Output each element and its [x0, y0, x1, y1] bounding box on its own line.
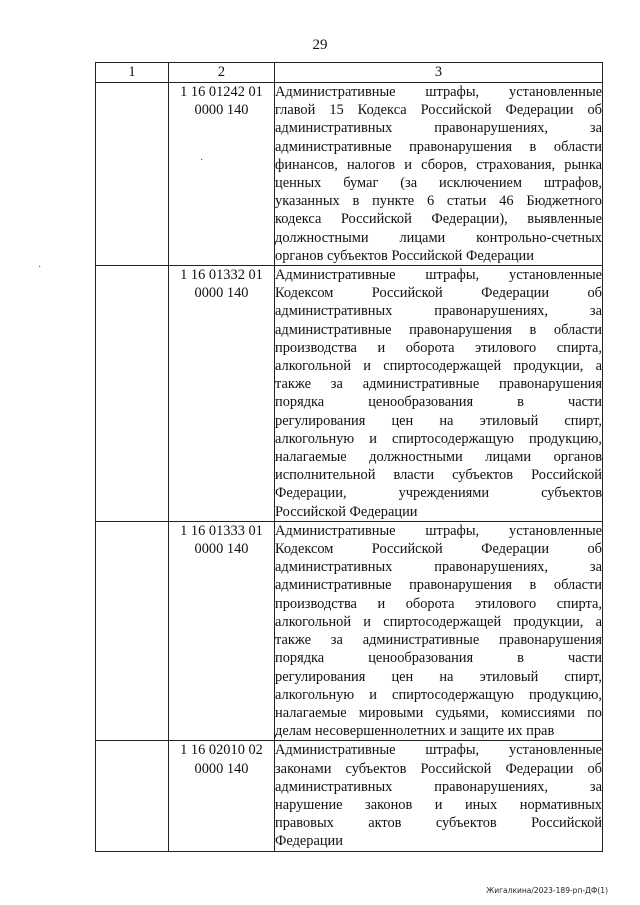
description-line: должностными лицами контрольно-счетных	[275, 229, 602, 246]
row-number-cell	[96, 521, 169, 740]
budget-code-cell	[169, 741, 275, 851]
description-line: Федерации, учреждениями субъектов	[275, 485, 602, 502]
description-line: Административные штрафы, установленные	[275, 84, 602, 100]
budget-codes-table	[95, 62, 603, 852]
table-row	[96, 83, 603, 266]
budget-code-cell	[169, 83, 275, 266]
description-line: финансов, налогов и сборов, страхования, рынка	[275, 156, 602, 173]
description-line: Кодексом Российской Федерации об	[275, 541, 602, 558]
description-cell	[275, 266, 603, 522]
table-row	[96, 741, 603, 851]
table-row	[96, 521, 603, 740]
table-header-row	[96, 63, 603, 83]
description-line: ценных бумаг (за исключением штрафов,	[275, 175, 602, 192]
description-line: делам несовершеннолетних и защите их прав	[275, 723, 555, 740]
description-line: производства и оборота этилового спирта,	[275, 595, 602, 612]
scan-dot-mark: ·	[200, 155, 204, 166]
budget-code-line: 1 16 01333 01	[180, 522, 263, 539]
description-line: алкогольную и спиртосодержащую продукцию,	[275, 430, 602, 447]
description-line: органов субъектов Российской Федерации	[275, 247, 534, 264]
description-line: Административные штрафы, установленные	[275, 742, 602, 759]
budget-code-line: 0000 140	[194, 760, 249, 777]
description-line: административных правонарушениях, за	[275, 559, 602, 576]
description-line: Административные штрафы, установленные	[275, 267, 602, 284]
description-cell	[275, 521, 603, 740]
description-line: алкогольной и спиртосодержащей продукции, а	[275, 613, 602, 630]
description-line: алкогольную и спиртосодержащую продукцию,	[275, 686, 602, 703]
description-line: производства и оборота этилового спирта,	[275, 339, 602, 356]
page-number: 29	[312, 37, 328, 53]
header-col-1: 1	[96, 63, 169, 83]
description-line: регулирования цен на этиловый спирт,	[275, 412, 602, 429]
budget-code-line: 0000 140	[194, 541, 249, 558]
document-footer-id: Жигалкина/2023-189-рп-ДФ(1)	[486, 886, 608, 895]
header-col-3: 3	[275, 63, 603, 83]
description-line: административные правонарушения в области	[275, 138, 602, 155]
description-line: также за административные правонарушения	[275, 632, 602, 649]
budget-code-cell	[169, 521, 275, 740]
description-line: административные правонарушения в области	[275, 321, 602, 338]
description-line: налагаемые мировыми судьями, комиссиями по	[275, 704, 602, 721]
description-line: Кодексом Российской Федерации об	[275, 285, 602, 302]
row-number-cell	[96, 741, 169, 851]
description-line: порядка ценообразования в части	[275, 394, 602, 411]
description-line: административных правонарушениях, за	[275, 778, 602, 795]
description-line: административные правонарушения в области	[275, 577, 602, 594]
row-number-cell	[96, 266, 169, 522]
row-number-cell	[96, 83, 169, 266]
description-line: также за административные правонарушения	[275, 376, 602, 393]
description-line: административных правонарушениях, за	[275, 303, 602, 320]
description-line: нарушение законов и иных нормативных	[275, 796, 602, 813]
budget-code-line: 1 16 01332 01	[180, 267, 263, 284]
description-line: правовых актов субъектов Российской	[275, 815, 602, 832]
description-line: указанных в пункте 6 статьи 46 Бюджетного	[275, 193, 602, 210]
description-line: Российской Федерации	[275, 503, 418, 520]
table-row	[96, 266, 603, 522]
header-col-2: 2	[169, 63, 275, 83]
description-line: административных правонарушениях, за	[275, 120, 602, 137]
description-line: налагаемые должностными лицами органов	[275, 449, 602, 466]
budget-code-line: 0000 140	[194, 285, 249, 302]
scan-dot-mark: ·	[38, 262, 42, 273]
description-line: главой 15 Кодекса Российской Федерации об	[275, 102, 602, 119]
budget-code-line: 0000 140	[194, 102, 249, 119]
description-line: алкогольной и спиртосодержащей продукции, а	[275, 358, 602, 375]
description-line: Административные штрафы, установленные	[275, 522, 602, 539]
description-line: законами субъектов Российской Федерации об	[275, 760, 602, 777]
budget-code-line: 1 16 01242 01	[180, 84, 263, 100]
budget-code-line: 1 16 02010 02	[180, 742, 263, 759]
description-line: кодекса Российской Федерации), выявленные	[275, 211, 602, 228]
description-cell	[275, 83, 603, 266]
description-line: порядка ценообразования в части	[275, 650, 602, 667]
description-line: регулирования цен на этиловый спирт,	[275, 668, 602, 685]
description-line: исполнительной власти субъектов Российской	[275, 467, 602, 484]
description-line: Федерации	[275, 833, 343, 850]
description-cell	[275, 741, 603, 851]
budget-code-cell	[169, 266, 275, 522]
